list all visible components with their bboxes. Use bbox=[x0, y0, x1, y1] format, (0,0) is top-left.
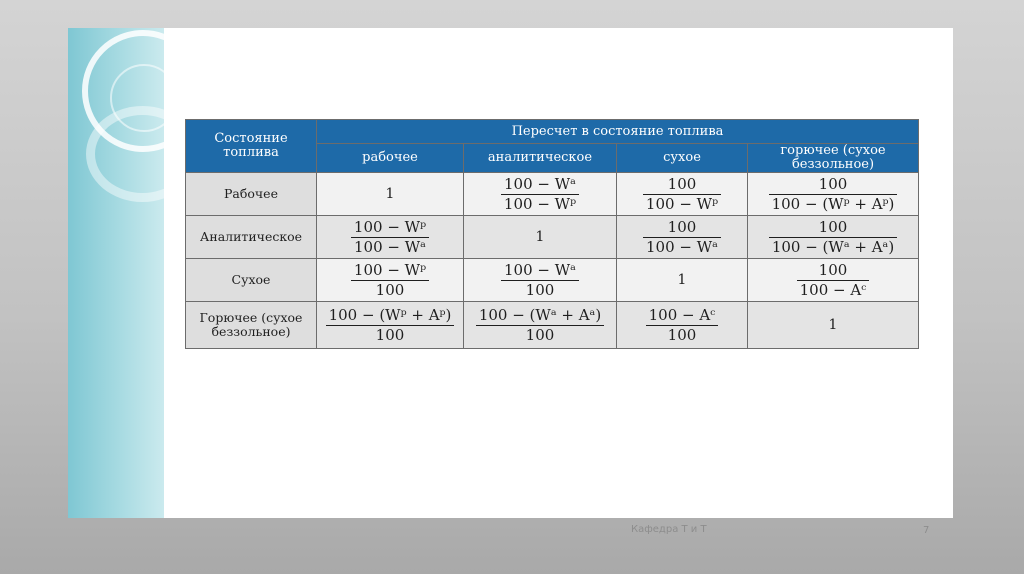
denominator: 100 − Wᵃ bbox=[646, 237, 718, 256]
cell-value: 1 bbox=[385, 185, 395, 202]
column-header: горючее (сухое беззольное) bbox=[748, 144, 919, 173]
table-cell bbox=[748, 173, 919, 216]
corner-header: Состояние топлива bbox=[186, 120, 317, 173]
row-header: Рабочее bbox=[186, 173, 317, 216]
table-cell bbox=[617, 302, 748, 349]
table-row bbox=[186, 173, 919, 216]
fraction bbox=[501, 262, 579, 299]
cell-value: 1 bbox=[677, 271, 687, 288]
denominator: 100 bbox=[525, 325, 555, 344]
numerator: 100 bbox=[643, 219, 721, 238]
conversion-table bbox=[185, 119, 919, 349]
numerator: 100 − Wᵃ bbox=[501, 262, 579, 281]
table-row bbox=[186, 216, 919, 259]
fraction bbox=[646, 307, 719, 344]
table-cell bbox=[617, 216, 748, 259]
fraction bbox=[476, 307, 604, 344]
table-cell bbox=[748, 259, 919, 302]
denominator: 100 bbox=[525, 280, 555, 299]
numerator: 100 − Wᵃ bbox=[501, 176, 579, 195]
table-cell bbox=[464, 173, 617, 216]
denominator: 100 − (Wᵃ + Aᵃ) bbox=[771, 237, 895, 256]
fraction bbox=[326, 307, 455, 344]
column-header: аналитическое bbox=[464, 144, 617, 173]
table-cell bbox=[317, 259, 464, 302]
table-cell bbox=[464, 216, 617, 259]
denominator: 100 − Wᵖ bbox=[645, 194, 719, 213]
group-header: Пересчет в состояние топлива bbox=[317, 120, 919, 144]
table-cell bbox=[464, 259, 617, 302]
fraction bbox=[769, 176, 898, 213]
denominator: 100 bbox=[375, 280, 405, 299]
numerator: 100 − (Wᵃ + Aᵃ) bbox=[476, 307, 604, 326]
fraction bbox=[501, 176, 579, 213]
row-header: Аналитическое bbox=[186, 216, 317, 259]
denominator: 100 − Aᶜ bbox=[799, 280, 867, 299]
table-cell bbox=[617, 259, 748, 302]
table-cell bbox=[317, 302, 464, 349]
numerator: 100 bbox=[769, 176, 898, 195]
decorative-strip bbox=[68, 28, 164, 518]
numerator: 100 − Wᵖ bbox=[351, 262, 429, 281]
column-header: рабочее bbox=[317, 144, 464, 173]
row-header: Горючее (сухое беззольное) bbox=[186, 302, 317, 349]
cell-value: 1 bbox=[535, 228, 545, 245]
numerator: 100 − Aᶜ bbox=[646, 307, 719, 326]
denominator: 100 bbox=[375, 325, 405, 344]
table-cell bbox=[748, 216, 919, 259]
denominator: 100 bbox=[667, 325, 697, 344]
fraction bbox=[769, 219, 897, 256]
numerator: 100 − Wᵖ bbox=[351, 219, 429, 238]
table-row bbox=[186, 259, 919, 302]
fraction bbox=[643, 219, 721, 256]
fraction bbox=[797, 262, 870, 299]
fraction bbox=[351, 219, 429, 256]
cell-value: 1 bbox=[828, 316, 838, 333]
denominator: 100 − Wᵖ bbox=[503, 194, 577, 213]
table-cell bbox=[464, 302, 617, 349]
denominator: 100 − (Wᵖ + Aᵖ) bbox=[771, 194, 895, 213]
table-cell bbox=[748, 302, 919, 349]
fraction bbox=[643, 176, 721, 213]
numerator: 100 − (Wᵖ + Aᵖ) bbox=[326, 307, 455, 326]
numerator: 100 bbox=[643, 176, 721, 195]
numerator: 100 bbox=[797, 262, 870, 281]
slide bbox=[68, 28, 953, 536]
fraction bbox=[351, 262, 429, 299]
table-row bbox=[186, 302, 919, 349]
denominator: 100 − Wᵃ bbox=[354, 237, 426, 256]
table-cell bbox=[617, 173, 748, 216]
column-header: сухое bbox=[617, 144, 748, 173]
table-cell bbox=[317, 216, 464, 259]
row-header: Сухое bbox=[186, 259, 317, 302]
footer-text: Кафедра Т и Т bbox=[631, 524, 707, 535]
page-number: 7 bbox=[923, 525, 930, 536]
table-cell bbox=[317, 173, 464, 216]
numerator: 100 bbox=[769, 219, 897, 238]
